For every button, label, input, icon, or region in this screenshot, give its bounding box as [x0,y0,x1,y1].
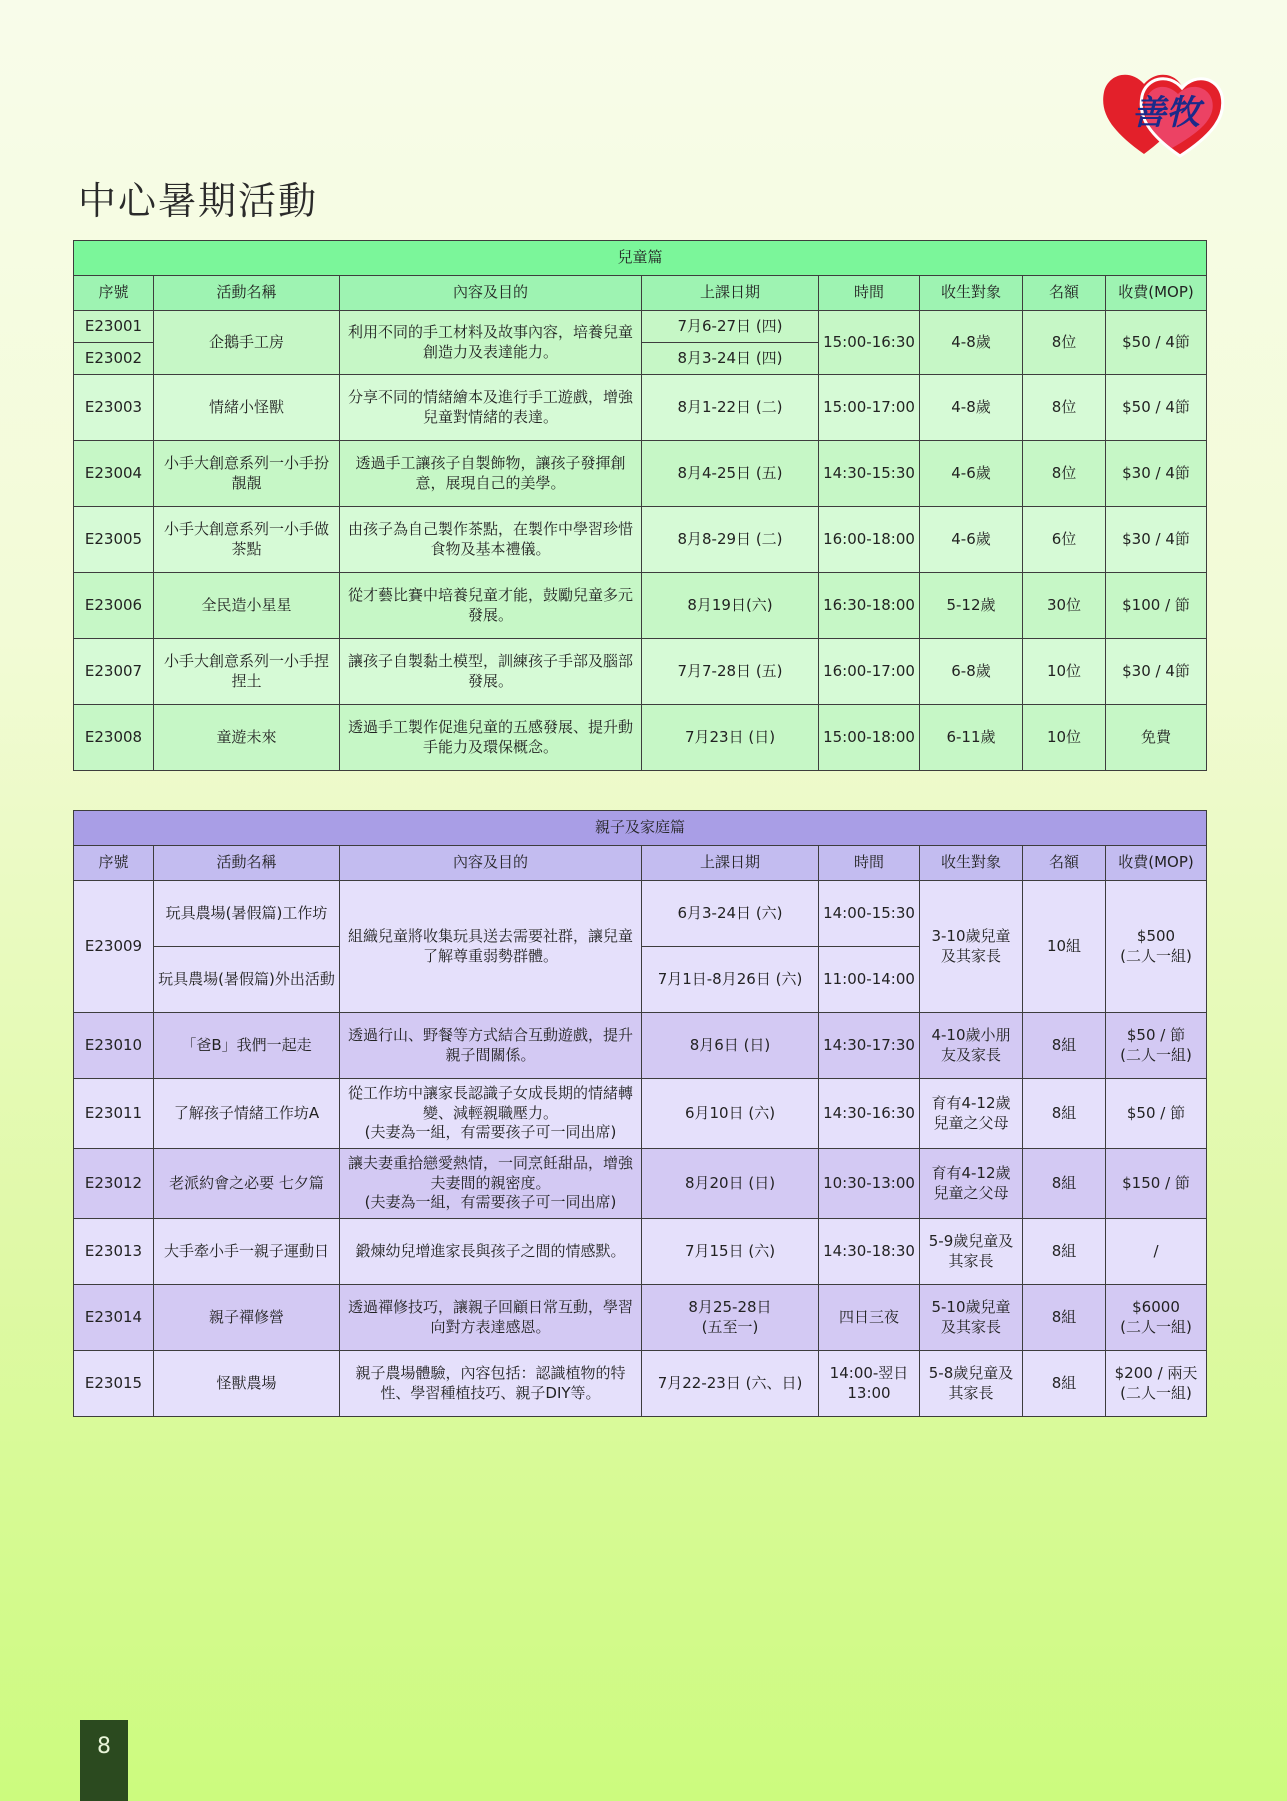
activity-name: 了解孩子情緒工作坊A [154,1079,340,1149]
activity-quota: 8組 [1023,1219,1106,1285]
activity-fee: $150 / 節 [1106,1149,1207,1219]
col-header-target: 收生對象 [920,846,1023,881]
activity-target: 5-10歲兒童及其家長 [920,1285,1023,1351]
activity-fee: $30 / 4節 [1106,639,1207,705]
activity-time: 14:00-翌日13:00 [819,1351,920,1417]
activity-desc: 透過手工製作促進兒童的五感發展、提升動手能力及環保概念。 [340,705,642,771]
activity-time: 15:00-17:00 [819,375,920,441]
activity-name: 玩具農場(暑假篇)工作坊 [154,881,340,947]
activity-target: 3-10歲兒童及其家長 [920,881,1023,1013]
activity-date: 7月15日 (六) [642,1219,819,1285]
activity-fee: $50 / 節 (二人一組) [1106,1013,1207,1079]
page-number: 8 [80,1720,128,1801]
activity-code: E23002 [74,343,154,375]
activity-desc: 利用不同的手工材料及故事內容，培養兒童創造力及表達能力。 [340,311,642,375]
col-header-fee: 收費(MOP) [1106,846,1207,881]
activity-quota: 8組 [1023,1149,1106,1219]
activity-date: 8月20日 (日) [642,1149,819,1219]
activity-time: 10:30-13:00 [819,1149,920,1219]
activity-date: 8月4-25日 (五) [642,441,819,507]
activity-code: E23011 [74,1079,154,1149]
activity-code: E23005 [74,507,154,573]
activity-name: 小手大創意系列一小手捏捏土 [154,639,340,705]
activity-desc: 透過禪修技巧，讓親子回顧日常互動，學習向對方表達感恩。 [340,1285,642,1351]
activity-target: 4-8歲 [920,311,1023,375]
activity-desc: 分享不同的情緒繪本及進行手工遊戲，增強兒童對情緒的表達。 [340,375,642,441]
activity-date: 7月7-28日 (五) [642,639,819,705]
activity-name: 玩具農場(暑假篇)外出活動 [154,947,340,1013]
activity-quota: 8組 [1023,1013,1106,1079]
col-header-quota: 名額 [1023,276,1106,311]
table-row [74,705,1207,771]
activity-desc: 由孩子為自己製作茶點，在製作中學習珍惜食物及基本禮儀。 [340,507,642,573]
activity-time: 15:00-18:00 [819,705,920,771]
activity-time: 14:30-15:30 [819,441,920,507]
page-title: 中心暑期活動 [78,179,319,223]
activity-date: 8月6日 (日) [642,1013,819,1079]
activity-code: E23013 [74,1219,154,1285]
activity-code: E23007 [74,639,154,705]
col-header-desc: 內容及目的 [340,276,642,311]
table-row [74,311,1207,343]
activity-target: 5-12歲 [920,573,1023,639]
activity-name: 大手牽小手一親子運動日 [154,1219,340,1285]
activity-fee: $6000 (二人一組) [1106,1285,1207,1351]
activity-target: 6-8歲 [920,639,1023,705]
activity-time: 16:00-18:00 [819,507,920,573]
activity-name: 怪獸農場 [154,1351,340,1417]
activity-time: 14:30-18:30 [819,1219,920,1285]
activity-desc: 鍛煉幼兒增進家長與孩子之間的情感默。 [340,1219,642,1285]
kids-section-title: 兒童篇 [74,241,1207,276]
col-header-quota: 名額 [1023,846,1106,881]
activity-date: 7月23日 (日) [642,705,819,771]
activity-target: 育有4-12歲兒童之父母 [920,1079,1023,1149]
activity-code: E23009 [74,881,154,1013]
activity-desc: 透過行山、野餐等方式結合互動遊戲，提升親子間關係。 [340,1013,642,1079]
family-section-title: 親子及家庭篇 [74,811,1207,846]
activity-name: 小手大創意系列一小手扮靚靚 [154,441,340,507]
table-row [74,507,1207,573]
table-row [74,1149,1207,1219]
activity-desc: 透過手工讓孩子自製飾物，讓孩子發揮創意，展現自己的美學。 [340,441,642,507]
activity-name: 親子禪修營 [154,1285,340,1351]
logo-hearts [1100,62,1230,162]
col-header-name: 活動名稱 [154,276,340,311]
activity-date: 6月3-24日 (六) [642,881,819,947]
activity-quota: 8組 [1023,1079,1106,1149]
activity-code: E23003 [74,375,154,441]
activity-quota: 10位 [1023,705,1106,771]
activity-date: 7月1日-8月26日 (六) [642,947,819,1013]
activity-fee: $30 / 4節 [1106,441,1207,507]
activity-quota: 8位 [1023,441,1106,507]
table-row [74,639,1207,705]
activity-date: 8月19日(六) [642,573,819,639]
activity-date: 8月1-22日 (二) [642,375,819,441]
table-row [74,1219,1207,1285]
kids-table [73,240,1207,771]
activity-code: E23004 [74,441,154,507]
table-row [74,881,1207,947]
activity-time: 14:00-15:30 [819,881,920,947]
activity-name: 全民造小星星 [154,573,340,639]
table-row [74,573,1207,639]
table-row [74,441,1207,507]
activity-date: 6月10日 (六) [642,1079,819,1149]
activity-target: 5-9歲兒童及其家長 [920,1219,1023,1285]
activity-fee: $50 / 節 [1106,1079,1207,1149]
activity-quota: 8位 [1023,311,1106,375]
activity-quota: 10組 [1023,881,1106,1013]
activity-date: 7月6-27日 (四) [642,311,819,343]
activity-desc: 讓孩子自製黏土模型，訓練孩子手部及腦部發展。 [340,639,642,705]
activity-fee: $50 / 4節 [1106,375,1207,441]
activity-date: 8月25-28日 (五至一) [642,1285,819,1351]
table-row [74,1285,1207,1351]
activity-quota: 8組 [1023,1285,1106,1351]
activity-code: E23014 [74,1285,154,1351]
activity-quota: 30位 [1023,573,1106,639]
activity-code: E23001 [74,311,154,343]
activity-quota: 10位 [1023,639,1106,705]
table-row [74,1079,1207,1149]
activity-target: 4-10歲小朋友及家長 [920,1013,1023,1079]
activity-code: E23006 [74,573,154,639]
family-table [73,810,1207,1417]
activity-fee: $30 / 4節 [1106,507,1207,573]
col-header-time: 時間 [819,846,920,881]
activity-name: 情緒小怪獸 [154,375,340,441]
activity-name: 童遊未來 [154,705,340,771]
activity-time: 14:30-16:30 [819,1079,920,1149]
activity-code: E23008 [74,705,154,771]
activity-name: 老派約會之必要 七夕篇 [154,1149,340,1219]
activity-fee: / [1106,1219,1207,1285]
activity-date: 8月8-29日 (二) [642,507,819,573]
activity-target: 6-11歲 [920,705,1023,771]
activity-desc: 從才藝比賽中培養兒童才能，鼓勵兒童多元發展。 [340,573,642,639]
activity-name: 小手大創意系列一小手做茶點 [154,507,340,573]
activity-target: 4-6歲 [920,441,1023,507]
col-header-fee: 收費(MOP) [1106,276,1207,311]
activity-target: 5-8歲兒童及其家長 [920,1351,1023,1417]
col-header-date: 上課日期 [642,276,819,311]
table-row [74,1013,1207,1079]
activity-code: E23010 [74,1013,154,1079]
activity-date: 8月3-24日 (四) [642,343,819,375]
activity-target: 4-8歲 [920,375,1023,441]
activity-name: 企鵝手工房 [154,311,340,375]
activity-fee: $100 / 節 [1106,573,1207,639]
activity-quota: 8位 [1023,375,1106,441]
activity-fee: $50 / 4節 [1106,311,1207,375]
logo-text: 善牧 [1132,93,1200,133]
activity-fee: $500 (二人一組) [1106,881,1207,1013]
activity-name: 「爸B」我們一起走 [154,1013,340,1079]
col-header-name: 活動名稱 [154,846,340,881]
col-header-date: 上課日期 [642,846,819,881]
activity-time: 14:30-17:30 [819,1013,920,1079]
col-header-desc: 內容及目的 [340,846,642,881]
activity-target: 育有4-12歲兒童之父母 [920,1149,1023,1219]
activity-target: 4-6歲 [920,507,1023,573]
col-header-code: 序號 [74,846,154,881]
table-row [74,1351,1207,1417]
activity-quota: 6位 [1023,507,1106,573]
activity-time: 15:00-16:30 [819,311,920,375]
activity-time: 四日三夜 [819,1285,920,1351]
activity-time: 16:00-17:00 [819,639,920,705]
col-header-time: 時間 [819,276,920,311]
col-header-code: 序號 [74,276,154,311]
activity-code: E23015 [74,1351,154,1417]
activity-date: 7月22-23日 (六、日) [642,1351,819,1417]
table-row [74,375,1207,441]
activity-time: 11:00-14:00 [819,947,920,1013]
activity-fee: 免費 [1106,705,1207,771]
activity-desc: 讓夫妻重拾戀愛熱情，一同烹飪甜品，增強夫妻間的親密度。 (夫妻為一組，有需要孩子可一同出席) [340,1149,642,1219]
activity-desc: 從工作坊中讓家長認識子女成長期的情緒轉變、減輕親職壓力。 (夫妻為一組，有需要孩子可一同出席) [340,1079,642,1149]
activity-desc: 親子農場體驗，內容包括：認識植物的特性、學習種植技巧、親子DIY等。 [340,1351,642,1417]
activity-time: 16:30-18:00 [819,573,920,639]
activity-code: E23012 [74,1149,154,1219]
col-header-target: 收生對象 [920,276,1023,311]
activity-quota: 8組 [1023,1351,1106,1417]
activity-fee: $200 / 兩天 (二人一組) [1106,1351,1207,1417]
activity-desc: 組織兒童將收集玩具送去需要社群，讓兒童了解尊重弱勢群體。 [340,881,642,1013]
